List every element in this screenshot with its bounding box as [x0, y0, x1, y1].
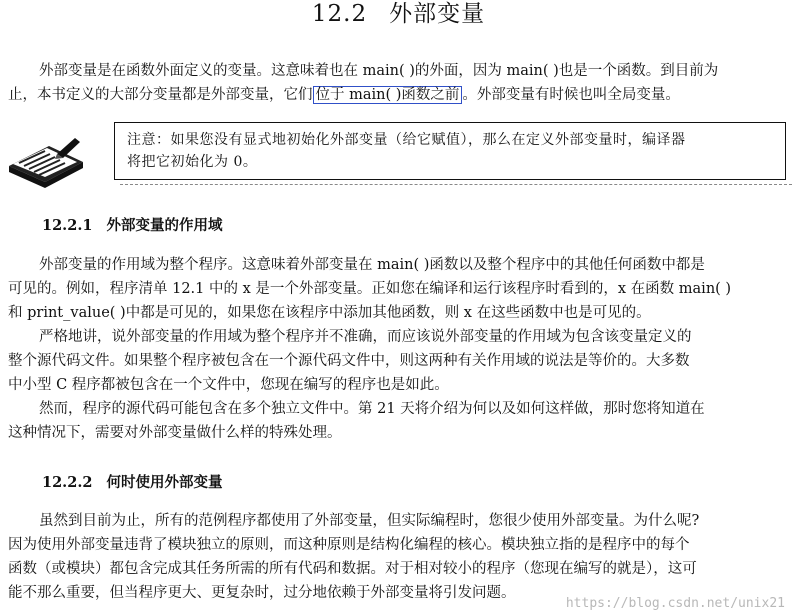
section-number: 12.2.1	[42, 217, 93, 234]
text-line: 严格地讲，说外部变量的作用域为整个程序并不准确，而应该说外部变量的作用域为包含该变量定义的	[39, 329, 692, 345]
section-heading-scope	[42, 214, 222, 238]
note-box-shadow	[120, 180, 792, 185]
section-number: 12.2.2	[42, 474, 93, 491]
section-heading-when-to-use	[42, 471, 222, 495]
text-line: 这种情况下，需要对外部变量做什么样的特殊处理。	[8, 425, 342, 441]
note-line-1: 注意：如果您没有显式地初始化外部变量（给它赋值），那么在定义外部变量时，编译器	[127, 132, 686, 148]
intro-line-2	[8, 83, 790, 107]
text-line: 虽然到目前为止，所有的范例程序都使用了外部变量，但实际编程时，您很少使用外部变量。为什么呢?	[39, 513, 700, 529]
text-line: 外部变量的作用域为整个程序。这意味着外部变量在 main( )函数以及整个程序中的其他任何函数中都是	[39, 257, 705, 273]
text-line: 能不那么重要，但当程序更大、更复杂时，过分地依赖于外部变量将引发问题。	[8, 585, 516, 601]
chapter-number: 12.2	[311, 1, 368, 27]
intro-line-2-start: 止，本书定义的大部分变量都是外部变量，它们	[8, 87, 313, 103]
note-line-2: 将把它初始化为 0。	[127, 154, 258, 170]
text-line: 和 print_value( )中都是可见的，如果您在该程序中添加其他函数，则 x 在这些函数中也是可见的。	[8, 305, 651, 321]
chapter-title	[0, 0, 797, 30]
text-line: 然而，程序的源代码可能包含在多个独立文件中。第 21 天将介绍为何以及如何这样做，那时您将知道在	[39, 401, 705, 417]
watermark: https://blog.csdn.net/unix21	[565, 596, 785, 611]
scope-paragraphs	[8, 253, 790, 445]
text-line: 可见的。例如，程序清单 12.1 中的 x 是一个外部变量。正如您在编译和运行该程序时看到的，x 在函数 main( )	[8, 281, 732, 297]
intro-line-2-end: 。外部变量有时候也叫全局变量。	[462, 87, 680, 103]
note-box	[114, 122, 786, 180]
note-writing-icon	[5, 132, 87, 188]
text-line: 函数（或模块）都包含完成其任务所需的所有代码和数据。对于相对较小的程序（您现在编写的就是），这可	[8, 561, 697, 577]
text-line: 中小型 C 程序都被包含在一个文件中，您现在编写的程序也是如此。	[8, 377, 449, 393]
intro-paragraph	[8, 59, 790, 107]
section-title: 何时使用外部变量	[106, 474, 223, 491]
highlighted-text[interactable]: 位于 main( )函数之前	[313, 86, 463, 104]
text-line: 整个源代码文件。如果整个程序被包含在一个源代码文件中，则这两种有关作用域的说法是等价的。大多数	[8, 353, 690, 369]
intro-line-1: 外部变量是在函数外面定义的变量。这意味着也在 main( )的外面，因为 main( )也是一个函数。到目前为	[39, 63, 719, 79]
text-line: 因为使用外部变量违背了模块独立的原则，而这种原则是结构化编程的核心。模块独立指的是程序中的每个	[8, 537, 690, 553]
section-title: 外部变量的作用域	[106, 217, 223, 234]
when-to-use-paragraph	[8, 509, 790, 605]
chapter-title-text: 外部变量	[389, 1, 486, 27]
